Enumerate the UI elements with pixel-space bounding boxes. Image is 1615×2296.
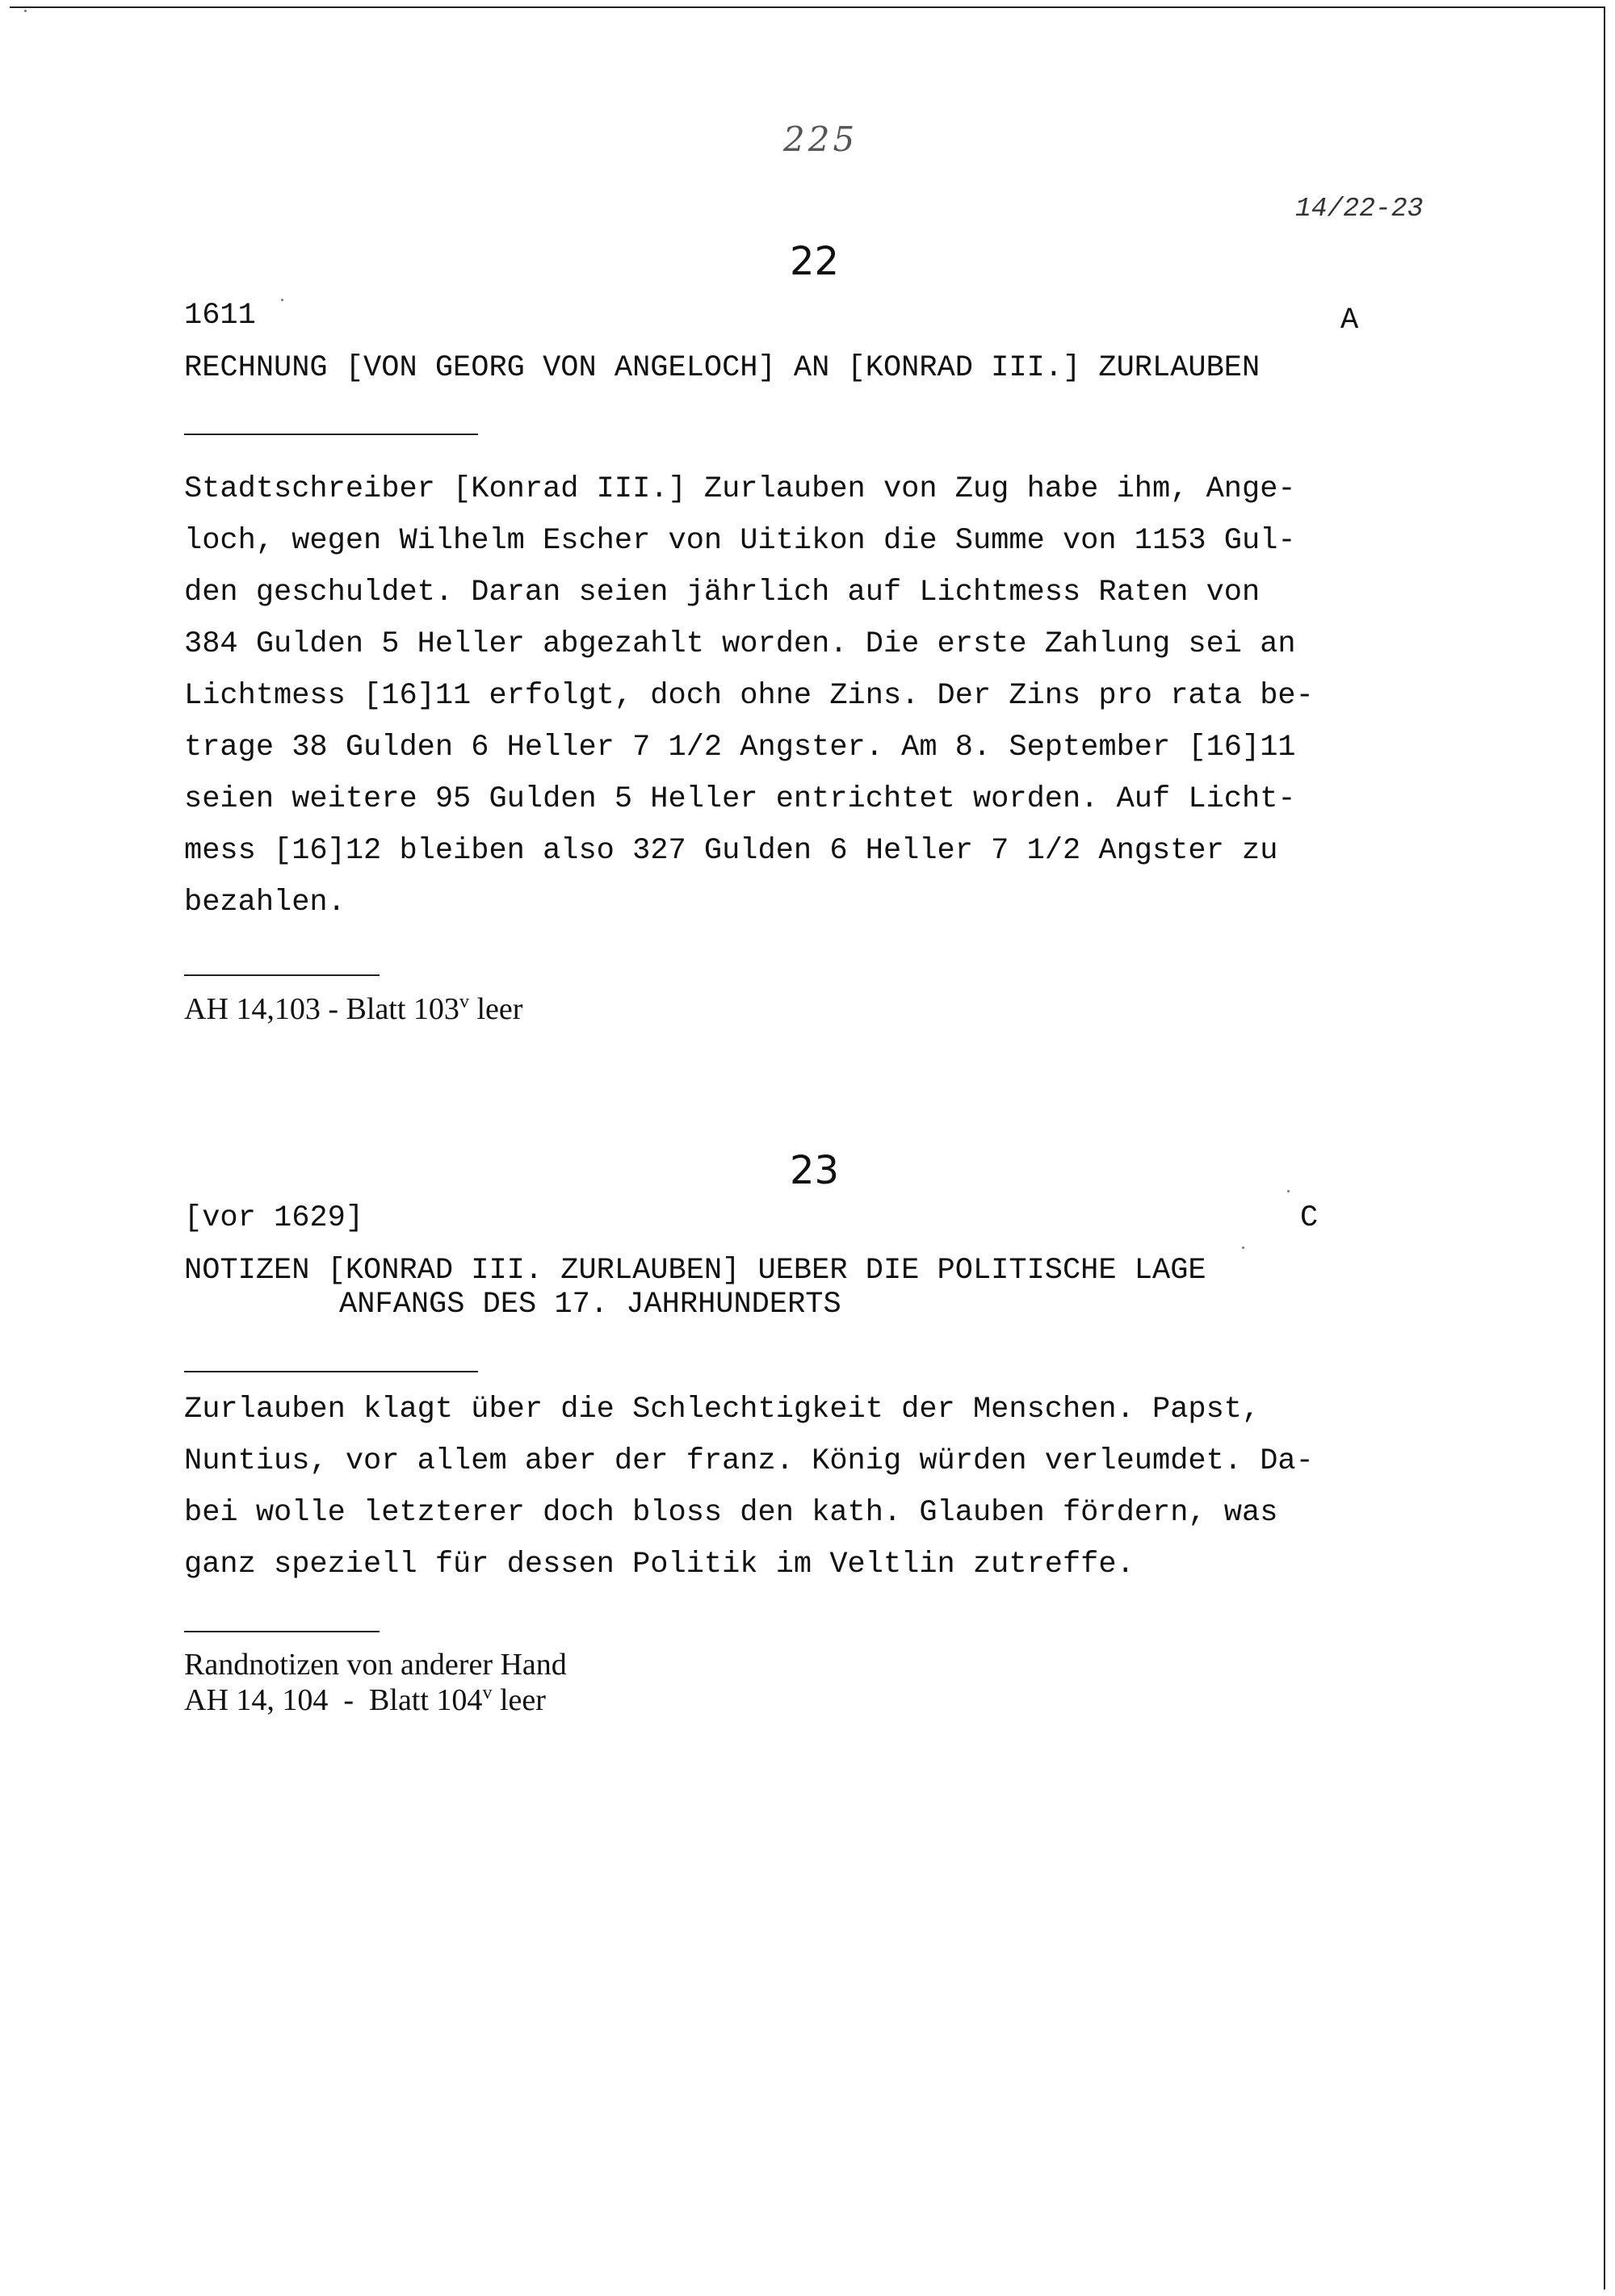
section-divider — [184, 434, 478, 435]
source-reference — [184, 991, 522, 1027]
entry-date: [vor 1629] — [184, 1201, 364, 1235]
source-text: AH 14,103 - Blatt 103 — [184, 992, 459, 1026]
scan-speck — [1242, 1246, 1244, 1249]
summary-line: bei wolle letzterer doch bloss den kath. Glauben fördern, was — [184, 1496, 1278, 1530]
verso-mark: v — [482, 1682, 493, 1703]
entry-title-continuation: ANFANGS DES 17. JAHRHUNDERTS — [339, 1288, 841, 1322]
summary-line: bezahlen. — [184, 886, 346, 920]
summary-line: Lichtmess [16]11 erfolgt, doch ohne Zins. Der Zins pro rata be- — [184, 679, 1314, 713]
section-divider — [184, 1371, 478, 1372]
source-tail: leer — [468, 992, 523, 1026]
summary-line: seien weitere 95 Gulden 5 Heller entrichtet worden. Auf Licht- — [184, 782, 1296, 816]
entry-summary — [184, 463, 1452, 928]
summary-line: Zurlauben klagt über die Schlechtigkeit der Menschen. Papst, — [184, 1393, 1261, 1427]
entry-summary — [184, 1384, 1452, 1590]
entry-number: 22 — [790, 239, 840, 284]
scan-speck — [24, 10, 27, 12]
reference-number: 14/22-23 — [1295, 194, 1424, 224]
scan-speck — [1287, 1190, 1290, 1192]
summary-line: ganz speziell für dessen Politik im Veltlin zutreffe. — [184, 1548, 1135, 1582]
summary-line: loch, wegen Wilhelm Escher von Uitikon die Summe von 1153 Gul- — [184, 524, 1296, 558]
source-tail: leer — [492, 1683, 546, 1717]
scan-speck — [281, 299, 283, 301]
summary-line: mess [16]12 bleiben also 327 Gulden 6 Heller 7 1/2 Angster zu — [184, 834, 1278, 868]
entry-classification-letter: C — [1300, 1201, 1319, 1235]
handwritten-page-mark: 225 — [783, 119, 858, 159]
summary-line: 384 Gulden 5 Heller abgezahlt worden. Die erste Zahlung sei an — [184, 627, 1296, 661]
summary-line: trage 38 Gulden 6 Heller 7 1/2 Angster. Am 8. September [16]11 — [184, 731, 1296, 765]
section-divider — [184, 974, 380, 976]
entry-title: RECHNUNG [VON GEORG VON ANGELOCH] AN [KONRAD III.] ZURLAUBEN — [184, 351, 1261, 385]
entry-title: NOTIZEN [KONRAD III. ZURLAUBEN] UEBER DIE POLITISCHE LAGE — [184, 1254, 1206, 1288]
summary-line: den geschuldet. Daran seien jährlich auf Lichtmess Raten von — [184, 576, 1261, 610]
entry-date: 1611 — [184, 299, 256, 333]
summary-line: Nuntius, vor allem aber der franz. König würden verleumdet. Da- — [184, 1444, 1314, 1478]
section-divider — [184, 1631, 380, 1632]
marginal-note: Randnotizen von anderer Hand — [184, 1648, 567, 1682]
source-text: AH 14, 104 - Blatt 104 — [184, 1683, 483, 1717]
source-reference — [184, 1682, 546, 1718]
summary-line: Stadtschreiber [Konrad III.] Zurlauben von Zug habe ihm, Ange- — [184, 472, 1296, 506]
entry-number: 23 — [790, 1148, 840, 1193]
verso-mark: v — [459, 991, 469, 1012]
entry-classification-letter: A — [1340, 304, 1359, 337]
